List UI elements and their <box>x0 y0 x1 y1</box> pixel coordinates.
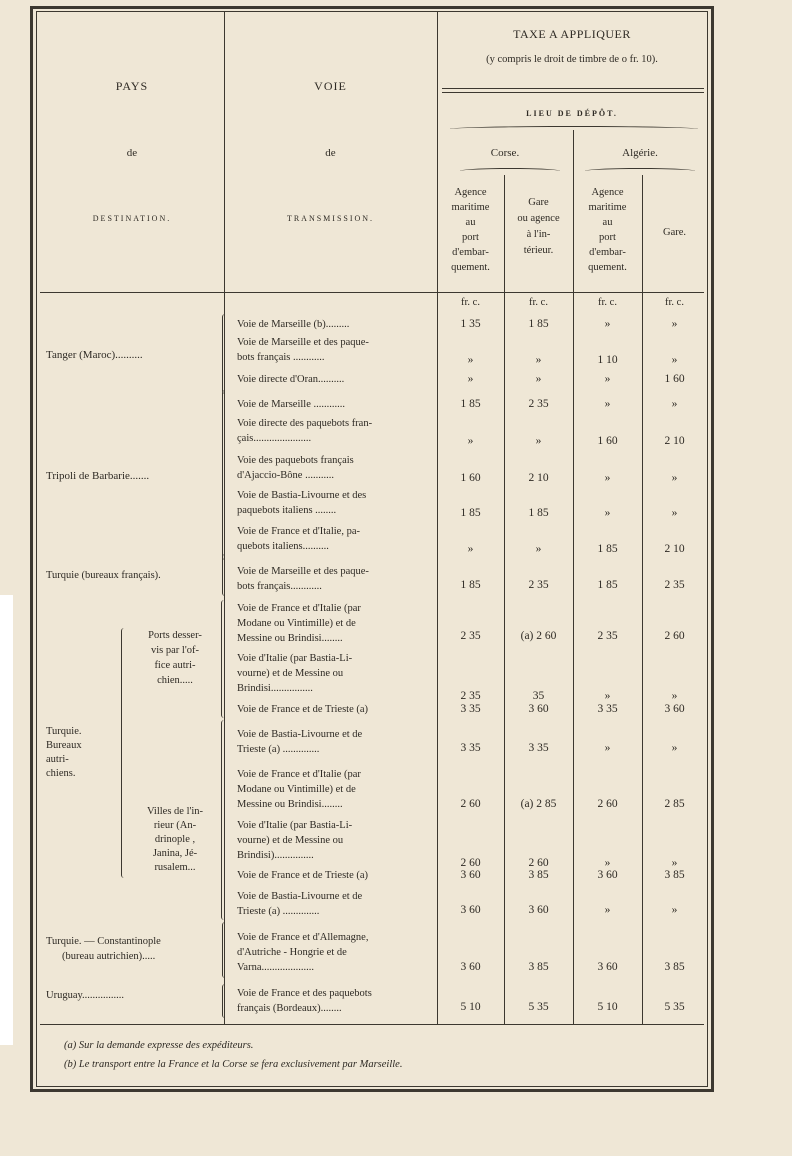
rate-cell: 3 85 <box>664 869 685 881</box>
rate-cell: 3 60 <box>528 703 549 715</box>
header-taxe-sub: (y compris le droit de timbre de o fr. 10). <box>486 54 658 65</box>
rate-cell: » <box>604 472 611 484</box>
constantinople-line: (bureau autrichien)..... <box>62 951 156 962</box>
header-col4: Gare. <box>662 227 687 238</box>
rate-cell: 5 35 <box>664 1001 685 1013</box>
rate-cell: » <box>671 690 678 702</box>
ports-line: fice autri- <box>154 660 196 671</box>
voie-line: Brindisi)............... <box>237 850 314 861</box>
voie-cell <box>237 727 362 757</box>
rate-cell: 3 35 <box>460 703 481 715</box>
rate-cell: (a) 2 85 <box>520 798 557 810</box>
rate-cell: 5 35 <box>528 1001 549 1013</box>
voie-line: Voie directe d'Oran.......... <box>237 374 345 385</box>
voie-cell <box>237 868 368 883</box>
voie-cell <box>237 651 352 696</box>
voie-line: Voie de Marseille et des paque- <box>237 337 369 348</box>
rate-cell: » <box>671 354 678 366</box>
col2-line: ou agence <box>517 213 560 224</box>
unit-col3: fr. c. <box>598 297 617 308</box>
rate-cell: 2 60 <box>460 798 481 810</box>
rate-cell: 2 10 <box>664 435 685 447</box>
turquie-aut-line: Bureaux <box>46 740 82 751</box>
rate-cell: » <box>671 318 678 330</box>
rate-cell: » <box>671 472 678 484</box>
rate-cell: » <box>535 543 542 555</box>
rate-cell: 2 85 <box>664 798 685 810</box>
country-turquie-aut <box>46 725 82 781</box>
swash-algerie <box>585 168 695 174</box>
rate-cell: » <box>671 742 678 754</box>
voie-line: Voie de France et de Trieste (a) <box>237 704 369 715</box>
rate-cell: 2 35 <box>528 579 549 591</box>
header-algerie: Algérie. <box>622 147 658 159</box>
rate-cell: 1 85 <box>597 543 618 555</box>
country-uruguay: Uruguay................ <box>46 990 125 1001</box>
country-tanger: Tanger (Maroc).......... <box>46 349 143 361</box>
unit-col2: fr. c. <box>529 297 548 308</box>
voie-line: Voie de Bastia-Livourne et de <box>237 891 363 902</box>
brace-ports <box>221 600 227 718</box>
rate-cell: » <box>467 435 474 447</box>
rate-cell: » <box>535 354 542 366</box>
rate-cell: » <box>467 354 474 366</box>
voie-cell <box>237 818 352 863</box>
rate-cell: 3 35 <box>597 703 618 715</box>
col3-line: d'embar- <box>589 247 626 258</box>
voie-line: Voie de France et de Trieste (a) <box>237 870 369 881</box>
voie-line: Voie directe des paquebots fran- <box>237 418 373 429</box>
rate-cell: 3 60 <box>460 869 481 881</box>
ports-line: chien..... <box>157 675 193 686</box>
rate-cell: 3 85 <box>528 961 549 973</box>
rate-cell: » <box>671 398 678 410</box>
voie-cell <box>237 986 372 1016</box>
col3-line: quement. <box>588 262 627 273</box>
brace-turquie-fr <box>222 554 228 596</box>
rate-cell: 1 35 <box>460 318 481 330</box>
col1-line: port <box>462 232 479 243</box>
voie-line: Voie de France et d'Allemagne, <box>237 932 369 943</box>
voie-line: Varna.................... <box>237 962 314 973</box>
rate-cell: » <box>467 373 474 385</box>
rate-cell: » <box>604 904 611 916</box>
brace-tanger <box>222 314 228 394</box>
header-corse: Corse. <box>490 147 520 159</box>
rate-cell: » <box>671 857 678 869</box>
rate-cell: 35 <box>532 690 545 702</box>
voie-line: Voie des paquebots français <box>237 455 354 466</box>
footnote-a: (a) Sur la demande expresse des expéditeurs. <box>64 1040 254 1051</box>
voie-line: Voie de Bastia-Livourne et de <box>237 729 363 740</box>
col1-line: maritime <box>451 202 490 213</box>
col2-line: térieur. <box>523 245 554 256</box>
country-constantinople <box>46 934 161 964</box>
header-col1 <box>437 185 504 275</box>
rate-cell: 3 60 <box>460 904 481 916</box>
header-voie: VOIE <box>314 79 347 93</box>
brace-constantinople <box>222 922 228 978</box>
brace-villes <box>221 720 227 920</box>
brace-tripoli <box>222 390 228 560</box>
rate-cell: 3 60 <box>664 703 685 715</box>
ports-line: Ports desser- <box>148 630 202 641</box>
rate-cell: 3 35 <box>528 742 549 754</box>
voie-line: bots français ............ <box>237 352 325 363</box>
rate-cell: 3 60 <box>597 869 618 881</box>
brace-turquie-aut <box>121 628 127 878</box>
rate-cell: 5 10 <box>597 1001 618 1013</box>
voie-line: Messine ou Brindisi........ <box>237 799 343 810</box>
voie-cell <box>237 488 366 518</box>
voie-line: Voie de Bastia-Livourne et des <box>237 490 367 501</box>
voie-cell <box>237 702 368 717</box>
rate-cell: » <box>535 435 542 447</box>
voie-line: vourne) et de Messine ou <box>237 835 344 846</box>
voie-line: Modane ou Vintimille) et de <box>237 784 356 795</box>
rate-cell: » <box>535 373 542 385</box>
col1-line: quement. <box>451 262 490 273</box>
unit-col1: fr. c. <box>461 297 480 308</box>
voie-line: vourne) et de Messine ou <box>237 668 344 679</box>
voie-cell <box>237 930 368 975</box>
rule-table-bottom <box>40 1024 704 1025</box>
voie-line: Voie de France et des paquebots <box>237 988 372 999</box>
villes-line: rusalem... <box>154 862 196 873</box>
voie-line: Messine ou Brindisi........ <box>237 633 343 644</box>
voie-cell <box>237 317 349 332</box>
col1-line: au <box>465 217 476 228</box>
rate-cell: 3 60 <box>597 961 618 973</box>
rate-cell: 2 60 <box>460 857 481 869</box>
rate-cell: 2 10 <box>528 472 549 484</box>
turquie-aut-line: chiens. <box>46 768 76 779</box>
rate-cell: » <box>604 398 611 410</box>
ports-line: vis par l'of- <box>151 645 199 656</box>
swash-lieu <box>450 126 698 132</box>
rate-cell: » <box>467 543 474 555</box>
rate-cell: » <box>604 690 611 702</box>
rate-cell: » <box>604 742 611 754</box>
rate-cell: 3 60 <box>528 904 549 916</box>
villes-line: rieur (An- <box>153 820 197 831</box>
country-ports <box>131 628 219 688</box>
rate-cell: 2 35 <box>664 579 685 591</box>
col3-line: port <box>599 232 616 243</box>
header-col3 <box>573 185 642 275</box>
rate-cell: 2 10 <box>664 543 685 555</box>
rate-cell: 3 35 <box>460 742 481 754</box>
voie-line: d'Autriche - Hongrie et de <box>237 947 347 958</box>
voie-line: Voie de Marseille et des paque- <box>237 566 369 577</box>
voie-cell <box>237 524 360 554</box>
voie-line: Voie d'Italie (par Bastia-Li- <box>237 820 353 831</box>
rate-cell: (a) 2 60 <box>520 630 557 642</box>
swash-corse <box>460 168 560 174</box>
rate-cell: 2 60 <box>664 630 685 642</box>
turquie-aut-line: autri- <box>46 754 69 765</box>
country-villes <box>131 805 219 875</box>
rate-cell: » <box>604 373 611 385</box>
voie-line: Voie de Marseille ............ <box>237 399 345 410</box>
voie-cell <box>237 889 362 919</box>
rate-cell: 3 85 <box>528 869 549 881</box>
voie-cell <box>237 335 369 365</box>
rule-taxe-1 <box>442 88 704 89</box>
rate-cell: » <box>604 507 611 519</box>
rate-cell: 1 85 <box>528 507 549 519</box>
col2-line: à l'in- <box>526 229 551 240</box>
voie-line: Voie de France et d'Italie (par <box>237 603 361 614</box>
rate-cell: 2 35 <box>528 398 549 410</box>
rate-cell: 1 60 <box>664 373 685 385</box>
voie-cell <box>237 453 354 483</box>
rate-cell: 1 85 <box>460 398 481 410</box>
header-col2 <box>504 195 573 259</box>
col3-line: maritime <box>588 202 627 213</box>
page-gutter <box>0 595 13 1045</box>
voie-line: Voie d'Italie (par Bastia-Li- <box>237 653 353 664</box>
voie-line: paquebots italiens ........ <box>237 505 337 516</box>
rate-cell: 1 85 <box>528 318 549 330</box>
unit-col4: fr. c. <box>665 297 684 308</box>
voie-cell <box>237 372 344 387</box>
rate-cell: » <box>671 507 678 519</box>
header-voie-de: de <box>325 147 336 159</box>
voie-cell <box>237 601 361 646</box>
col3-line: Agence <box>591 187 624 198</box>
country-turquie-fr: Turquie (bureaux français). <box>46 570 161 581</box>
rate-cell: 2 60 <box>528 857 549 869</box>
rule-taxe-2 <box>442 92 704 93</box>
voie-cell <box>237 767 361 812</box>
constantinople-line: Turquie. — Constantinople <box>46 936 161 947</box>
rate-cell: 1 60 <box>597 435 618 447</box>
col1-line: d'embar- <box>452 247 489 258</box>
rate-cell: 1 60 <box>460 472 481 484</box>
voie-line: quebots italiens.......... <box>237 541 329 552</box>
voie-line: français (Bordeaux)........ <box>237 1003 342 1014</box>
col2-line: Gare <box>528 197 549 208</box>
turquie-aut-line: Turquie. <box>46 726 82 737</box>
voie-line: Trieste (a) .............. <box>237 906 320 917</box>
col1-line: Agence <box>454 187 487 198</box>
voie-cell <box>237 416 372 446</box>
rule-header-bottom <box>40 292 704 293</box>
voie-line: Voie de France et d'Italie (par <box>237 769 361 780</box>
rate-cell: » <box>671 904 678 916</box>
rate-cell: 1 10 <box>597 354 618 366</box>
voie-line: Modane ou Vintimille) et de <box>237 618 356 629</box>
rate-cell: 1 85 <box>460 579 481 591</box>
voie-line: Trieste (a) .............. <box>237 744 320 755</box>
rate-cell: » <box>604 857 611 869</box>
rate-cell: 2 35 <box>460 690 481 702</box>
voie-line: d'Ajaccio-Bône ........... <box>237 470 334 481</box>
voie-line: Voie de France et d'Italie, pa- <box>237 526 360 537</box>
header-lieu-depot: LIEU DE DÉPÔT. <box>526 109 618 118</box>
rate-cell: 5 10 <box>460 1001 481 1013</box>
rate-cell: 3 60 <box>460 961 481 973</box>
rate-cell: 2 35 <box>460 630 481 642</box>
rate-cell: 2 35 <box>597 630 618 642</box>
rate-cell: 3 85 <box>664 961 685 973</box>
header-voie-transmission: TRANSMISSION. <box>286 214 375 223</box>
voie-line: Voie de Marseille (b)......... <box>237 319 350 330</box>
villes-line: Villes de l'in- <box>146 806 204 817</box>
footnote-b: (b) Le transport entre la France et la Corse se fera exclusivement par Marseille. <box>64 1059 403 1070</box>
voie-line: Brindisi................ <box>237 683 313 694</box>
header-pays-de: de <box>126 147 138 159</box>
villes-line: Janina, Jé- <box>152 848 198 859</box>
rate-cell: 1 85 <box>597 579 618 591</box>
villes-line: drinople , <box>154 834 196 845</box>
voie-line: bots français............ <box>237 581 322 592</box>
rate-cell: » <box>604 318 611 330</box>
rate-cell: 1 85 <box>460 507 481 519</box>
header-pays: PAYS <box>115 79 149 93</box>
header-pays-destination: DESTINATION. <box>92 214 172 223</box>
rate-cell: 2 60 <box>597 798 618 810</box>
brace-uruguay <box>222 984 228 1018</box>
voie-line: çais...................... <box>237 433 312 444</box>
voie-cell <box>237 397 345 412</box>
header-taxe-title: TAXE A APPLIQUER <box>513 27 631 41</box>
col3-line: au <box>602 217 613 228</box>
country-tripoli: Tripoli de Barbarie....... <box>46 470 150 482</box>
voie-cell <box>237 564 369 594</box>
